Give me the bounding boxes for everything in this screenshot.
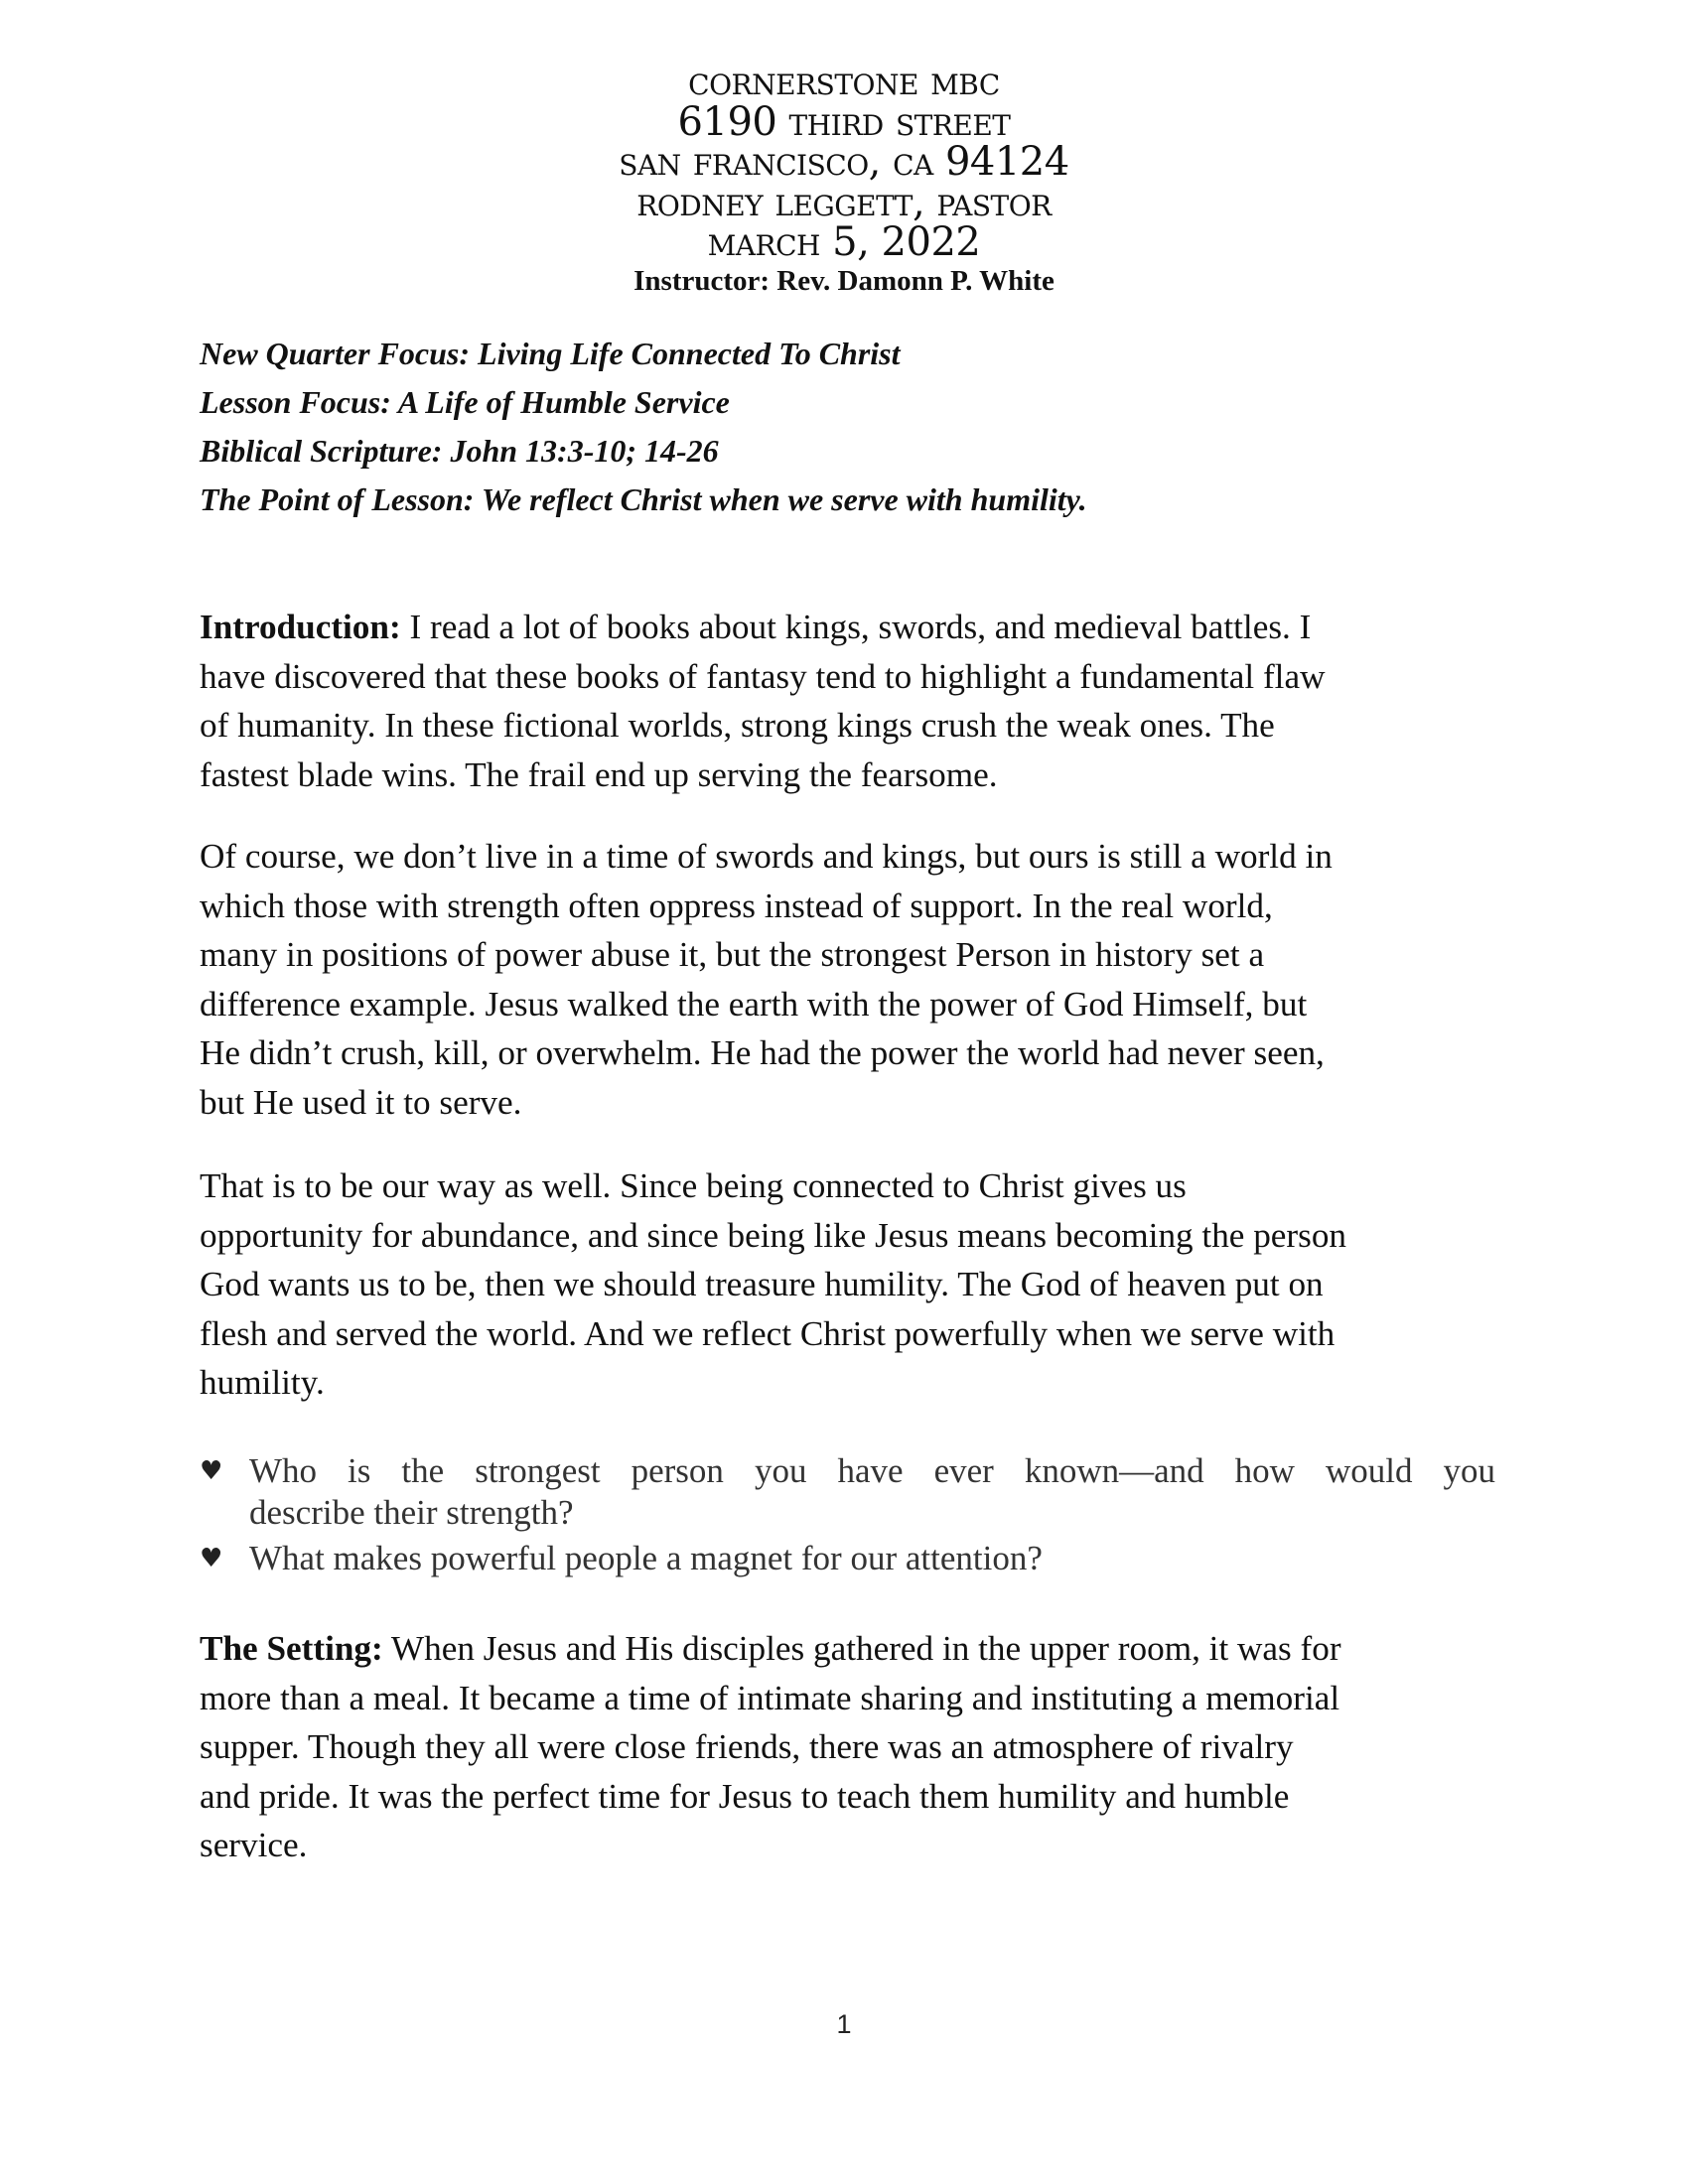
question-line-2: describe their strength? xyxy=(249,1493,574,1532)
lesson-date: march 5, 2022 xyxy=(707,219,981,265)
heart-bullet-icon: ♥ xyxy=(200,1544,223,1573)
church-header xyxy=(0,59,1688,299)
paragraph-line xyxy=(200,1624,1495,1674)
question-line-1: What makes powerful people a magnet for our attention? xyxy=(249,1539,1043,1577)
setting-line-3: supper. Though they all were close friends, there was an atmosphere of rivalry xyxy=(200,1727,1294,1767)
paragraph-line: That is to be our way as well. Since being connected to Christ gives us xyxy=(200,1166,1187,1205)
paragraph-line: humility. xyxy=(200,1363,325,1403)
question-line-1: Who is the strongest person you have ever known—and how would you xyxy=(249,1451,1495,1490)
introduction-line-4: fastest blade wins. The frail end up serving the fearsome. xyxy=(200,754,998,794)
swords-and-kings-paragraph xyxy=(200,832,1495,1128)
paragraph-line: which those with strength often oppress instead of support. In the real world, xyxy=(200,886,1273,925)
church-street: 6190 third street xyxy=(677,98,1011,145)
pastor-name: rodney leggett, pastor xyxy=(636,179,1052,225)
page-number: 1 xyxy=(836,2009,852,2039)
setting-line-1: When Jesus and His disciples gathered in the upper room, it was for xyxy=(382,1629,1341,1668)
paragraph-line: opportunity for abundance, and since being like Jesus means becoming the person xyxy=(200,1215,1347,1255)
paragraph-line: difference example. Jesus walked the earth with the power of God Himself, but xyxy=(200,984,1308,1024)
question-item xyxy=(200,1538,1495,1579)
church-name: cornerstone mbc xyxy=(688,59,1000,104)
lesson-focus-block xyxy=(200,330,1490,524)
introduction-paragraph xyxy=(200,603,1495,799)
paragraph-line: God wants us to be, then we should treasure humility. The God of heaven put on xyxy=(200,1265,1324,1304)
paragraph-line: but He used it to serve. xyxy=(200,1082,522,1122)
introduction-label: Introduction: xyxy=(200,608,401,646)
paragraph-line: flesh and served the world. And we reflect Christ powerfully when we serve with xyxy=(200,1313,1336,1353)
biblical-scripture: Biblical Scripture: John 13:3-10; 14-26 xyxy=(200,433,719,469)
setting-line-2: more than a meal. It became a time of intimate sharing and instituting a memorial xyxy=(200,1678,1340,1717)
quarter-focus: New Quarter Focus: Living Life Connected To Christ xyxy=(200,336,901,371)
instructor-line: Instructor: Rev. Damonn P. White xyxy=(633,264,1055,297)
paragraph-line: Of course, we don’t live in a time of swords and kings, but ours is still a world in xyxy=(200,837,1333,876)
point-of-lesson: The Point of Lesson: We reflect Christ when we serve with humility. xyxy=(200,481,1087,517)
heart-bullet-icon: ♥ xyxy=(200,1456,223,1486)
discussion-questions xyxy=(200,1450,1495,1579)
setting-paragraph xyxy=(200,1624,1495,1870)
paragraph-line: many in positions of power abuse it, but the strongest Person in history set a xyxy=(200,935,1265,975)
lesson-focus: Lesson Focus: A Life of Humble Service xyxy=(200,384,730,420)
introduction-line-2: have discovered that these books of fantasy tend to highlight a fundamental flaw xyxy=(200,656,1326,696)
our-way-paragraph xyxy=(200,1161,1495,1408)
introduction-line-1: I read a lot of books about kings, swords, and medieval battles. I xyxy=(400,608,1312,646)
setting-label: The Setting: xyxy=(200,1629,383,1668)
setting-line-5: service. xyxy=(200,1826,308,1865)
question-item xyxy=(200,1450,1495,1534)
introduction-line-3: of humanity. In these fictional worlds, strong kings crush the weak ones. The xyxy=(200,706,1275,746)
paragraph-line: He didn’t crush, kill, or overwhelm. He had the power the world had never seen, xyxy=(200,1033,1325,1073)
setting-line-4: and pride. It was the perfect time for Jesus to teach them humility and humble xyxy=(200,1776,1290,1816)
church-city: san francisco, ca 94124 xyxy=(619,139,1069,185)
paragraph-line xyxy=(200,603,1495,652)
